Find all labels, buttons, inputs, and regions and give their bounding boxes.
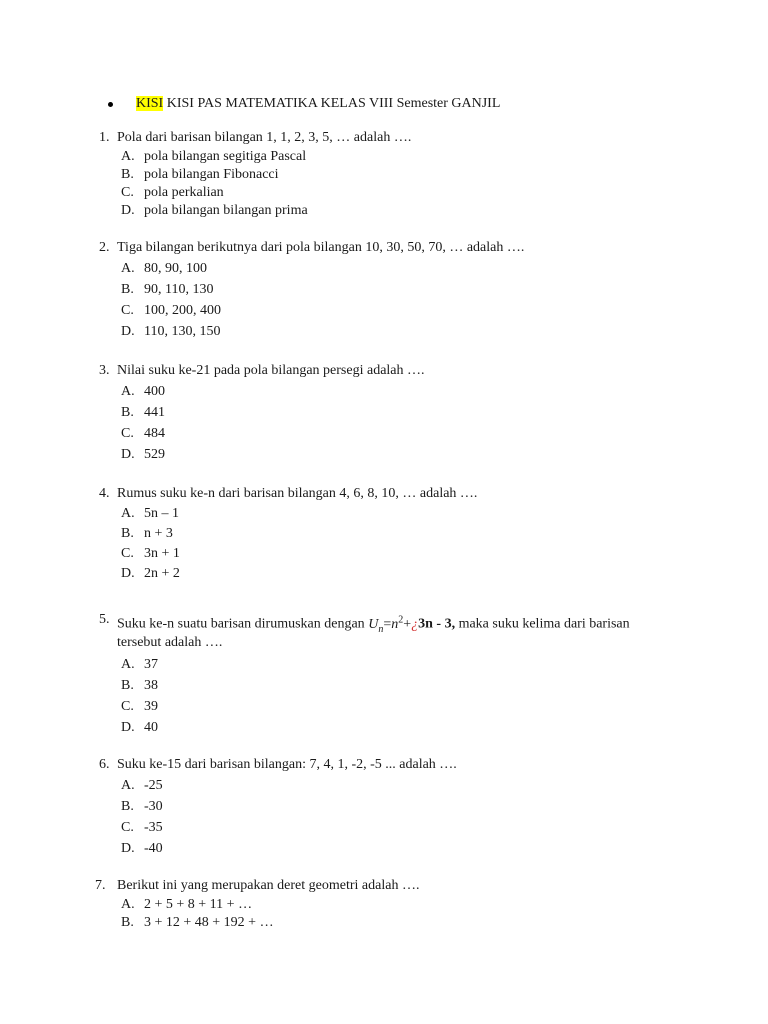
option-letter: D.	[121, 720, 135, 735]
option-letter: A.	[121, 149, 135, 164]
formula-symbol: ¿	[411, 616, 419, 632]
option-text: n + 3	[144, 526, 173, 541]
option-letter: A.	[121, 261, 135, 276]
option-letter: B.	[121, 405, 134, 420]
formula-equals: =	[383, 616, 392, 632]
option-text: 100, 200, 400	[144, 303, 221, 318]
option-text: pola bilangan bilangan prima	[144, 203, 308, 218]
option-text: -35	[144, 820, 163, 835]
option-letter: C.	[121, 426, 134, 441]
question-number: 6.	[99, 757, 110, 772]
option-text: pola perkalian	[144, 185, 224, 200]
option-text: 40	[144, 720, 158, 735]
option-text: pola bilangan segitiga Pascal	[144, 149, 307, 164]
option-letter: A.	[121, 897, 135, 912]
option-b	[0, 796, 768, 817]
option-letter: B.	[121, 282, 134, 297]
option-letter: D.	[121, 566, 135, 581]
highlighted-word: KISI	[136, 96, 164, 111]
question-text-part: maka suku kelima dari barisan	[455, 616, 630, 632]
question-number: 4.	[99, 486, 110, 501]
formula-superscript: 2	[398, 614, 404, 625]
question-text: Rumus suku ke-n dari barisan bilangan 4, 6, 8, 10, … adalah ….	[117, 486, 478, 501]
option-letter: A.	[121, 384, 135, 399]
option-letter: A.	[121, 657, 135, 672]
question-text: Berikut ini yang merupakan deret geometri adalah ….	[117, 878, 420, 893]
bullet-icon	[108, 102, 113, 107]
option-text: 39	[144, 699, 158, 714]
option-text: 400	[144, 384, 165, 399]
question-4	[0, 484, 768, 584]
option-c	[0, 184, 768, 202]
formula-plus: +	[403, 616, 412, 632]
option-letter: D.	[121, 324, 135, 339]
option-letter: C.	[121, 303, 134, 318]
question-number: 2.	[99, 240, 110, 255]
option-a	[0, 654, 768, 675]
option-letter: D.	[121, 203, 135, 218]
option-letter: B.	[121, 799, 134, 814]
option-a	[0, 381, 768, 402]
question-2	[0, 238, 768, 342]
option-b	[0, 279, 768, 300]
question-6	[0, 755, 768, 859]
question-text: Tiga bilangan berikutnya dari pola bilangan 10, 30, 50, 70, … adalah ….	[117, 240, 525, 255]
option-text: 2 + 5 + 8 + 11 + …	[144, 897, 253, 912]
option-letter: B.	[121, 167, 134, 182]
option-text: 2n + 2	[144, 566, 180, 581]
option-text: 90, 110, 130	[144, 282, 214, 297]
formula-u: U	[368, 616, 379, 632]
option-letter: C.	[121, 820, 134, 835]
question-3	[0, 361, 768, 465]
option-letter: B.	[121, 526, 134, 541]
option-a	[0, 775, 768, 796]
question-text: Suku ke-15 dari barisan bilangan: 7, 4, 1, -2, -5 ... adalah ….	[117, 757, 457, 772]
option-text: 38	[144, 678, 158, 693]
option-c	[0, 696, 768, 717]
formula-n: n	[391, 616, 399, 632]
question-text: Pola dari barisan bilangan 1, 1, 2, 3, 5, … adalah ….	[117, 130, 412, 145]
option-letter: C.	[121, 546, 134, 561]
formula-subscript: n	[378, 623, 384, 635]
formula	[368, 614, 419, 635]
option-text: 3n + 1	[144, 546, 180, 561]
document-title: KISI PAS MATEMATIKA KELAS VIII Semester GANJIL	[166, 96, 501, 111]
option-text: -25	[144, 778, 163, 793]
option-d	[0, 717, 768, 738]
question-text-continued: tersebut adalah ….	[117, 635, 223, 650]
question-5	[0, 608, 768, 738]
option-d	[0, 202, 768, 220]
option-a	[0, 148, 768, 166]
option-text: -30	[144, 799, 163, 814]
option-b	[0, 402, 768, 423]
option-letter: C.	[121, 699, 134, 714]
option-letter: C.	[121, 185, 134, 200]
option-a	[0, 504, 768, 524]
formula-bold: 3n - 3,	[418, 616, 456, 632]
option-text: pola bilangan Fibonacci	[144, 167, 279, 182]
option-d	[0, 321, 768, 342]
option-b	[0, 166, 768, 184]
option-a	[0, 258, 768, 279]
question-number: 3.	[99, 363, 110, 378]
question-number: 5.	[99, 612, 110, 627]
option-c	[0, 423, 768, 444]
question-text-part: Suku ke-n suatu barisan dirumuskan dengan	[117, 616, 369, 632]
option-c	[0, 544, 768, 564]
question-number: 7.	[95, 878, 106, 893]
option-d	[0, 838, 768, 859]
option-a	[0, 896, 768, 914]
option-text: 80, 90, 100	[144, 261, 207, 276]
header-text	[136, 94, 500, 114]
option-c	[0, 817, 768, 838]
option-b	[0, 914, 768, 932]
option-text: 484	[144, 426, 165, 441]
option-text: 529	[144, 447, 165, 462]
option-d	[0, 564, 768, 584]
option-b	[0, 675, 768, 696]
option-text: -40	[144, 841, 163, 856]
option-b	[0, 524, 768, 544]
option-text: 441	[144, 405, 165, 420]
option-text: 37	[144, 657, 158, 672]
option-text: 110, 130, 150	[144, 324, 221, 339]
question-number: 1.	[99, 130, 110, 145]
option-letter: D.	[121, 841, 135, 856]
question-text: Nilai suku ke-21 pada pola bilangan persegi adalah ….	[117, 363, 425, 378]
option-text: 5n – 1	[144, 506, 179, 521]
option-letter: A.	[121, 778, 135, 793]
option-c	[0, 300, 768, 321]
question-1	[0, 128, 768, 220]
option-d	[0, 444, 768, 465]
option-letter: B.	[121, 915, 134, 930]
question-7	[0, 876, 768, 932]
option-letter: B.	[121, 678, 134, 693]
option-letter: A.	[121, 506, 135, 521]
option-text: 3 + 12 + 48 + 192 + …	[144, 915, 274, 930]
option-letter: D.	[121, 447, 135, 462]
